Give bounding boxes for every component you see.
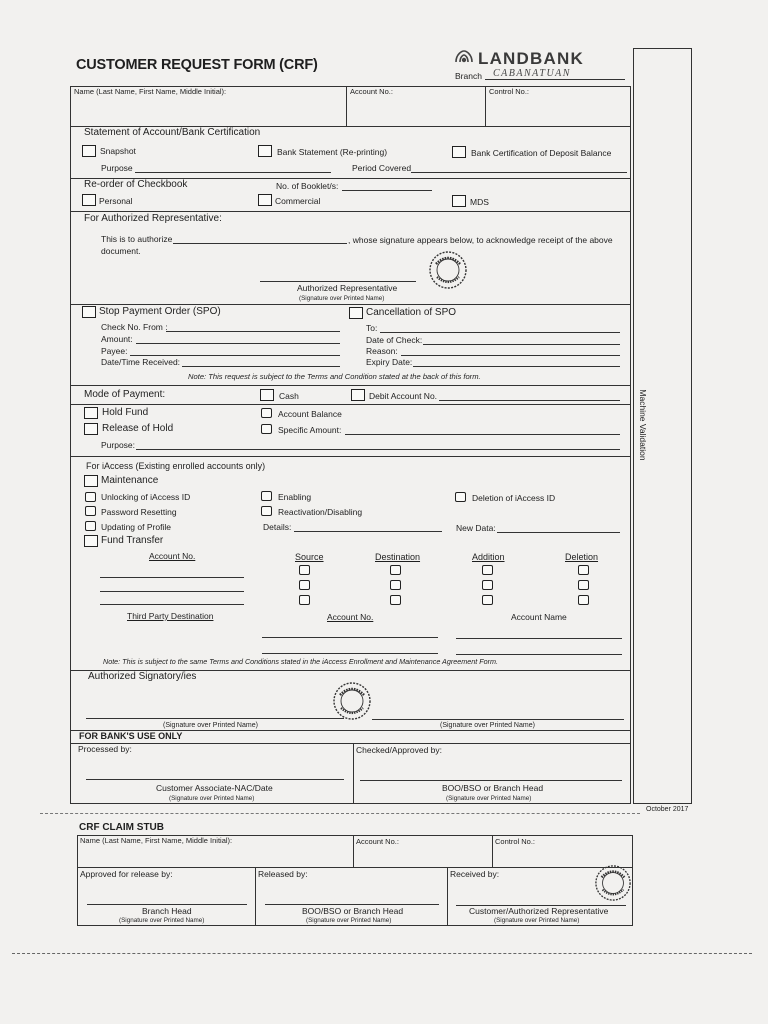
amount-field[interactable] bbox=[136, 343, 340, 344]
stub-role-1: Branch Head bbox=[142, 906, 192, 916]
payment-heading: Mode of Payment: bbox=[84, 389, 166, 400]
authorize-text-cont: , whose signature appears below, to acknowledge receipt of the above bbox=[348, 235, 613, 245]
col-deletion-header: Deletion bbox=[565, 552, 599, 562]
cancel-spo-heading: Cancellation of SPO bbox=[366, 307, 457, 318]
date-received-label: Date/Time Received: bbox=[101, 357, 181, 367]
stub-approved-sig-line[interactable] bbox=[87, 904, 247, 905]
payment-purpose-field[interactable] bbox=[136, 449, 620, 450]
signatory-line-1[interactable] bbox=[86, 718, 344, 719]
col-destination-header: Destination bbox=[375, 552, 421, 562]
deletion-id-label: Deletion of iAccess ID bbox=[472, 493, 556, 503]
tear-line-bottom bbox=[12, 953, 752, 954]
addition-checkbox-1[interactable] bbox=[482, 565, 493, 575]
machine-validation-label: Machine Validation bbox=[638, 389, 648, 461]
release-hold-label: Release of Hold bbox=[102, 423, 174, 434]
tp-name-header: Account Name bbox=[511, 612, 567, 622]
destination-checkbox-3[interactable] bbox=[390, 595, 401, 605]
stub-control-label: Control No.: bbox=[495, 837, 536, 846]
stub-name-label: Name (Last Name, First Name, Middle Initial): bbox=[80, 836, 233, 845]
stub-role-3: Customer/Authorized Representative bbox=[469, 906, 609, 916]
iaccess-heading: For iAccess (Existing enrolled accounts only) bbox=[86, 461, 266, 471]
purpose-field[interactable] bbox=[135, 172, 331, 173]
reactivation-checkbox[interactable] bbox=[261, 506, 272, 516]
form-title: CUSTOMER REQUEST FORM (CRF) bbox=[76, 57, 318, 73]
maintenance-checkbox[interactable] bbox=[84, 475, 98, 487]
checkbook-heading: Re-order of Checkbook bbox=[84, 179, 188, 190]
deposit-cert-checkbox[interactable] bbox=[452, 146, 466, 158]
expiry-label: Expiry Date: bbox=[366, 357, 413, 367]
tp-name-field-1[interactable] bbox=[456, 638, 622, 639]
auth-rep-signature-line[interactable] bbox=[260, 281, 416, 282]
landbank-logo-icon bbox=[453, 48, 475, 66]
stub-account-label: Account No.: bbox=[356, 837, 399, 846]
bank-statement-label: Bank Statement (Re-printing) bbox=[277, 147, 388, 157]
reason-label: Reason: bbox=[366, 346, 398, 356]
personal-label: Personal bbox=[99, 196, 133, 206]
payment-purpose-label: Purpose: bbox=[101, 440, 136, 450]
amount-label: Amount: bbox=[101, 334, 133, 344]
control-field-label: Control No.: bbox=[489, 87, 530, 96]
expiry-field[interactable] bbox=[413, 366, 620, 367]
new-data-field[interactable] bbox=[497, 532, 620, 533]
third-party-header: Third Party Destination bbox=[127, 611, 214, 621]
fund-transfer-label: Fund Transfer bbox=[101, 535, 164, 546]
ft-account-field-2[interactable] bbox=[100, 591, 244, 592]
col-addition-header: Addition bbox=[472, 552, 505, 562]
processed-sub: (Signature over Printed Name) bbox=[169, 795, 255, 802]
debit-label: Debit Account No. bbox=[369, 391, 438, 401]
signatories-heading: Authorized Signatory/ies bbox=[88, 671, 197, 682]
col-account-header: Account No. bbox=[149, 551, 196, 561]
password-checkbox[interactable] bbox=[85, 506, 96, 516]
signatory-line-2[interactable] bbox=[372, 719, 624, 720]
signatory-sub-2: (Signature over Printed Name) bbox=[440, 722, 535, 729]
cash-label: Cash bbox=[279, 391, 299, 401]
period-label: Period Covered bbox=[352, 163, 412, 173]
checked-role: BOO/BSO or Branch Head bbox=[442, 783, 544, 793]
commercial-checkbox[interactable] bbox=[258, 194, 272, 206]
bank-name: LANDBANK bbox=[478, 49, 584, 68]
stub-received-label: Received by: bbox=[450, 869, 500, 879]
deletion-checkbox-3[interactable] bbox=[578, 595, 589, 605]
branch-label: Branch bbox=[455, 71, 482, 81]
authorize-name-field[interactable] bbox=[173, 243, 347, 244]
account-balance-label: Account Balance bbox=[278, 409, 342, 419]
authorize-text: This is to authorize bbox=[101, 234, 173, 244]
stub-released-label: Released by: bbox=[258, 869, 308, 879]
profile-label: Updating of Profile bbox=[101, 522, 171, 532]
auth-rep-sig-sub: (Signature over Printed Name) bbox=[299, 295, 385, 302]
signature-stamp-icon bbox=[594, 864, 632, 902]
processed-role: Customer Associate-NAC/Date bbox=[156, 783, 273, 793]
spo-note: Note: This request is subject to the Terms and Condition stated at the back of this form. bbox=[188, 372, 481, 381]
date-received-field[interactable] bbox=[182, 366, 340, 367]
password-label: Password Resetting bbox=[101, 507, 177, 517]
debit-account-field[interactable] bbox=[439, 400, 620, 401]
addition-checkbox-2[interactable] bbox=[482, 580, 493, 590]
tear-line-top bbox=[40, 813, 640, 814]
mds-checkbox[interactable] bbox=[452, 195, 466, 207]
stop-payment-heading: Stop Payment Order (SPO) bbox=[99, 306, 221, 317]
release-hold-checkbox[interactable] bbox=[84, 423, 98, 435]
tp-account-field-2[interactable] bbox=[262, 653, 438, 654]
hold-fund-checkbox[interactable] bbox=[84, 407, 98, 419]
period-field[interactable] bbox=[411, 172, 627, 173]
soa-heading: Statement of Account/Bank Certification bbox=[84, 127, 261, 138]
deletion-checkbox-1[interactable] bbox=[578, 565, 589, 575]
new-data-label: New Data: bbox=[456, 523, 496, 533]
branch-line bbox=[485, 79, 625, 80]
authorize-text-end: document. bbox=[101, 246, 141, 256]
stub-approved-label: Approved for release by: bbox=[80, 869, 173, 879]
cancel-spo-checkbox[interactable] bbox=[349, 307, 363, 319]
snapshot-checkbox[interactable] bbox=[82, 145, 96, 157]
processed-label: Processed by: bbox=[78, 744, 132, 754]
stub-heading: CRF CLAIM STUB bbox=[79, 822, 164, 833]
checked-sig-line[interactable] bbox=[360, 780, 622, 781]
check-from-field[interactable] bbox=[166, 331, 340, 332]
enabling-checkbox[interactable] bbox=[261, 491, 272, 501]
stub-role-2: BOO/BSO or Branch Head bbox=[302, 906, 404, 916]
check-from-label: Check No. From : bbox=[101, 322, 168, 332]
unlocking-label: Unlocking of iAccess ID bbox=[101, 492, 191, 502]
destination-checkbox-2[interactable] bbox=[390, 580, 401, 590]
commercial-label: Commercial bbox=[275, 196, 321, 206]
signature-stamp-icon bbox=[428, 250, 468, 290]
maintenance-label: Maintenance bbox=[101, 475, 159, 486]
unlocking-checkbox[interactable] bbox=[85, 492, 96, 502]
purpose-label: Purpose bbox=[101, 163, 133, 173]
snapshot-label: Snapshot bbox=[100, 146, 136, 156]
profile-checkbox[interactable] bbox=[85, 521, 96, 531]
form-date: October 2017 bbox=[646, 806, 689, 813]
details-label: Details: bbox=[263, 522, 292, 532]
booklets-label: No. of Booklet/s: bbox=[276, 181, 339, 191]
stub-sub-2: (Signature over Printed Name) bbox=[306, 917, 392, 924]
auth-rep-heading: For Authorized Representative: bbox=[84, 213, 222, 224]
stub-released-sig-line[interactable] bbox=[265, 904, 439, 905]
personal-checkbox[interactable] bbox=[82, 194, 96, 206]
deletion-id-checkbox[interactable] bbox=[455, 492, 466, 502]
ft-account-field-1[interactable] bbox=[100, 577, 244, 578]
source-checkbox-1[interactable] bbox=[299, 565, 310, 575]
cash-checkbox[interactable] bbox=[260, 389, 274, 401]
specific-amount-label: Specific Amount: bbox=[278, 425, 342, 435]
bank-use-heading: FOR BANK'S USE ONLY bbox=[79, 731, 183, 741]
checked-sub: (Signature over Printed Name) bbox=[446, 795, 532, 802]
enabling-label: Enabling bbox=[278, 492, 312, 502]
stub-sub-3: (Signature over Printed Name) bbox=[494, 917, 580, 924]
deletion-checkbox-2[interactable] bbox=[578, 580, 589, 590]
account-field-label: Account No.: bbox=[350, 87, 393, 96]
source-checkbox-3[interactable] bbox=[299, 595, 310, 605]
checked-label: Checked/Approved by: bbox=[356, 745, 442, 755]
fund-transfer-checkbox[interactable] bbox=[84, 535, 98, 547]
col-source-header: Source bbox=[295, 552, 324, 562]
name-field-label: Name (Last Name, First Name, Middle Initial): bbox=[74, 87, 227, 96]
payee-field[interactable] bbox=[130, 355, 340, 356]
deposit-cert-label: Bank Certification of Deposit Balance bbox=[471, 148, 612, 158]
addition-checkbox-3[interactable] bbox=[482, 595, 493, 605]
tp-account-field-1[interactable] bbox=[262, 637, 438, 638]
reason-field[interactable] bbox=[401, 355, 620, 356]
signature-stamp-icon bbox=[332, 681, 372, 721]
tp-account-header: Account No. bbox=[327, 612, 374, 622]
tp-name-field-2[interactable] bbox=[456, 654, 622, 655]
auth-rep-sig-label: Authorized Representative bbox=[297, 283, 398, 293]
signatory-sub-1: (Signature over Printed Name) bbox=[163, 722, 258, 729]
stub-sub-1: (Signature over Printed Name) bbox=[119, 917, 205, 924]
specific-amount-checkbox[interactable] bbox=[261, 424, 272, 434]
source-checkbox-2[interactable] bbox=[299, 580, 310, 590]
date-check-field[interactable] bbox=[423, 344, 620, 345]
reactivation-label: Reactivation/Disabling bbox=[278, 507, 363, 517]
hold-fund-label: Hold Fund bbox=[102, 407, 149, 418]
destination-checkbox-1[interactable] bbox=[390, 565, 401, 575]
ft-account-field-3[interactable] bbox=[100, 604, 244, 605]
bank-statement-checkbox[interactable] bbox=[258, 145, 272, 157]
branch-value: CABANATUAN bbox=[493, 68, 571, 79]
mds-label: MDS bbox=[470, 197, 489, 207]
debit-checkbox[interactable] bbox=[351, 389, 365, 401]
processed-sig-line[interactable] bbox=[86, 779, 344, 780]
date-check-label: Date of Check: bbox=[366, 335, 423, 345]
to-field[interactable] bbox=[380, 332, 620, 333]
payee-label: Payee: bbox=[101, 346, 128, 356]
iaccess-note: Note: This is subject to the same Terms and Conditions stated in the iAccess Enrollment and Maintenance Agreement Form. bbox=[103, 657, 498, 666]
details-field[interactable] bbox=[294, 531, 442, 532]
specific-amount-field[interactable] bbox=[345, 434, 620, 435]
account-balance-checkbox[interactable] bbox=[261, 408, 272, 418]
to-label: To: bbox=[366, 323, 378, 333]
stop-payment-checkbox[interactable] bbox=[82, 306, 96, 318]
booklets-field[interactable] bbox=[342, 190, 432, 191]
